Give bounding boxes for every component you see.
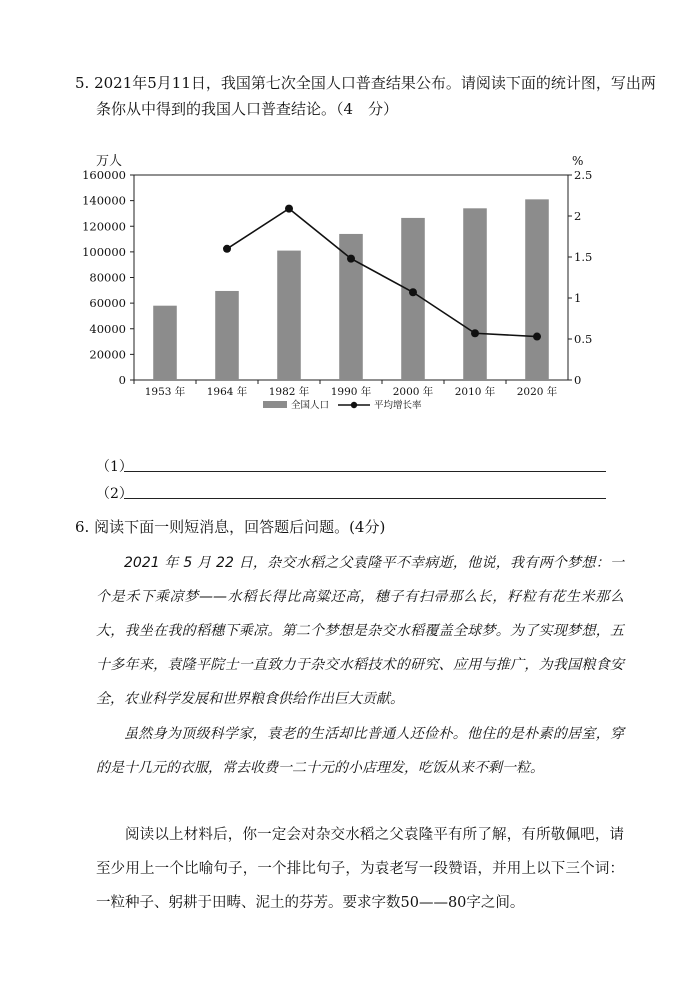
answer-line-2[interactable] (124, 498, 606, 499)
x-tick-label: 1964 年 (206, 386, 248, 398)
x-tick-label: 2000 年 (392, 386, 434, 398)
population-bar (525, 199, 549, 380)
y-axis-left-unit: 万人 (96, 154, 123, 169)
growth-rate-line (227, 209, 537, 337)
y-right-tick-label: 1.5 (574, 250, 593, 264)
y-left-tick-label: 40000 (89, 321, 126, 336)
population-bar (153, 306, 177, 380)
y-right-tick-label: 0.5 (574, 332, 593, 346)
y-left-tick-label: 120000 (82, 219, 126, 234)
legend-bar-label: 全国人口 (291, 400, 330, 411)
legend-bar-swatch (263, 401, 287, 408)
growth-rate-point (223, 245, 231, 253)
x-tick-label: 1953 年 (144, 386, 186, 398)
x-tick-label: 1990 年 (330, 386, 372, 398)
answer-label-2: （2） (96, 486, 133, 502)
q5-prompt-line2: 条你从中得到的我国人口普查结论。（4 分） (96, 100, 399, 118)
y-left-tick-label: 100000 (82, 244, 126, 259)
y-axis-right-unit: % (572, 154, 584, 168)
q6-paragraph-2: 虽然身为顶级科学家，袁老的生活却比普通人还俭朴。他住的是朴素的居室，穿的是十几元的衣服，常去收费一二十元的小店理发，吃饭从来不剩一粒。 (96, 726, 624, 776)
growth-rate-point (409, 288, 417, 296)
y-right-tick-label: 2 (574, 209, 582, 223)
growth-rate-point (285, 205, 293, 213)
answer-label-1: （1） (96, 459, 133, 475)
population-bar (277, 251, 301, 380)
y-left-tick-label: 0 (118, 373, 126, 387)
population-chart (82, 144, 608, 416)
q6-paragraph-3: 阅读以上材料后，你一定会对杂交水稻之父袁隆平有所了解，有所敬佩吧，请至少用上一个比喻句子，一个排比句子，为袁老写一段赞语，并用上以下三个词：一粒种子、躬耕于田畴、泥土的芬芳。要求字数50——80字之间。 (96, 827, 624, 911)
x-tick-label: 2010 年 (454, 386, 496, 398)
legend-line-marker (351, 402, 357, 408)
x-tick-label: 1982 年 (268, 386, 310, 398)
q6-paragraph-1: 2021 年 5 月 22 日，杂交水稻之父袁隆平不幸病逝，他说，我有两个梦想：一个是禾下乘凉梦——水稻长得比高粱还高，穗子有扫帚那么长，籽粒有花生米那么大，我坐在我的稻穗下乘凉。第二个梦想是杂交水稻覆盖全球梦。为了实现梦想，五十多年来，袁隆平院士一直致力于杂交水稻技术的研究、应用与推广，为我国粮食安全，农业科学发展和世界粮食供给作出巨大贡献。 (96, 555, 624, 707)
population-bar (463, 208, 487, 380)
q5-prompt-line1: 5. 2021年5月11日，我国第七次全国人口普查结果公布。请阅读下面的统计图，写出两 (75, 74, 656, 92)
y-right-tick-label: 0 (574, 373, 582, 387)
answer-line-1[interactable] (124, 471, 606, 472)
growth-rate-point (533, 333, 541, 341)
y-left-tick-label: 60000 (89, 296, 126, 311)
y-right-tick-label: 1 (574, 291, 582, 305)
growth-rate-point (347, 255, 355, 263)
y-right-tick-label: 2.5 (574, 168, 593, 182)
y-left-tick-label: 160000 (82, 168, 126, 182)
legend-line-label: 平均增长率 (374, 400, 422, 411)
population-bar (215, 291, 239, 380)
y-left-tick-label: 20000 (89, 347, 126, 362)
q6-title: 6. 阅读下面一则短消息，回答题后问题。(4分) (75, 518, 386, 536)
x-tick-label: 2020 年 (516, 386, 558, 398)
growth-rate-point (471, 329, 479, 337)
population-bar (401, 218, 425, 380)
y-left-tick-label: 80000 (89, 270, 126, 285)
y-left-tick-label: 140000 (82, 193, 126, 208)
